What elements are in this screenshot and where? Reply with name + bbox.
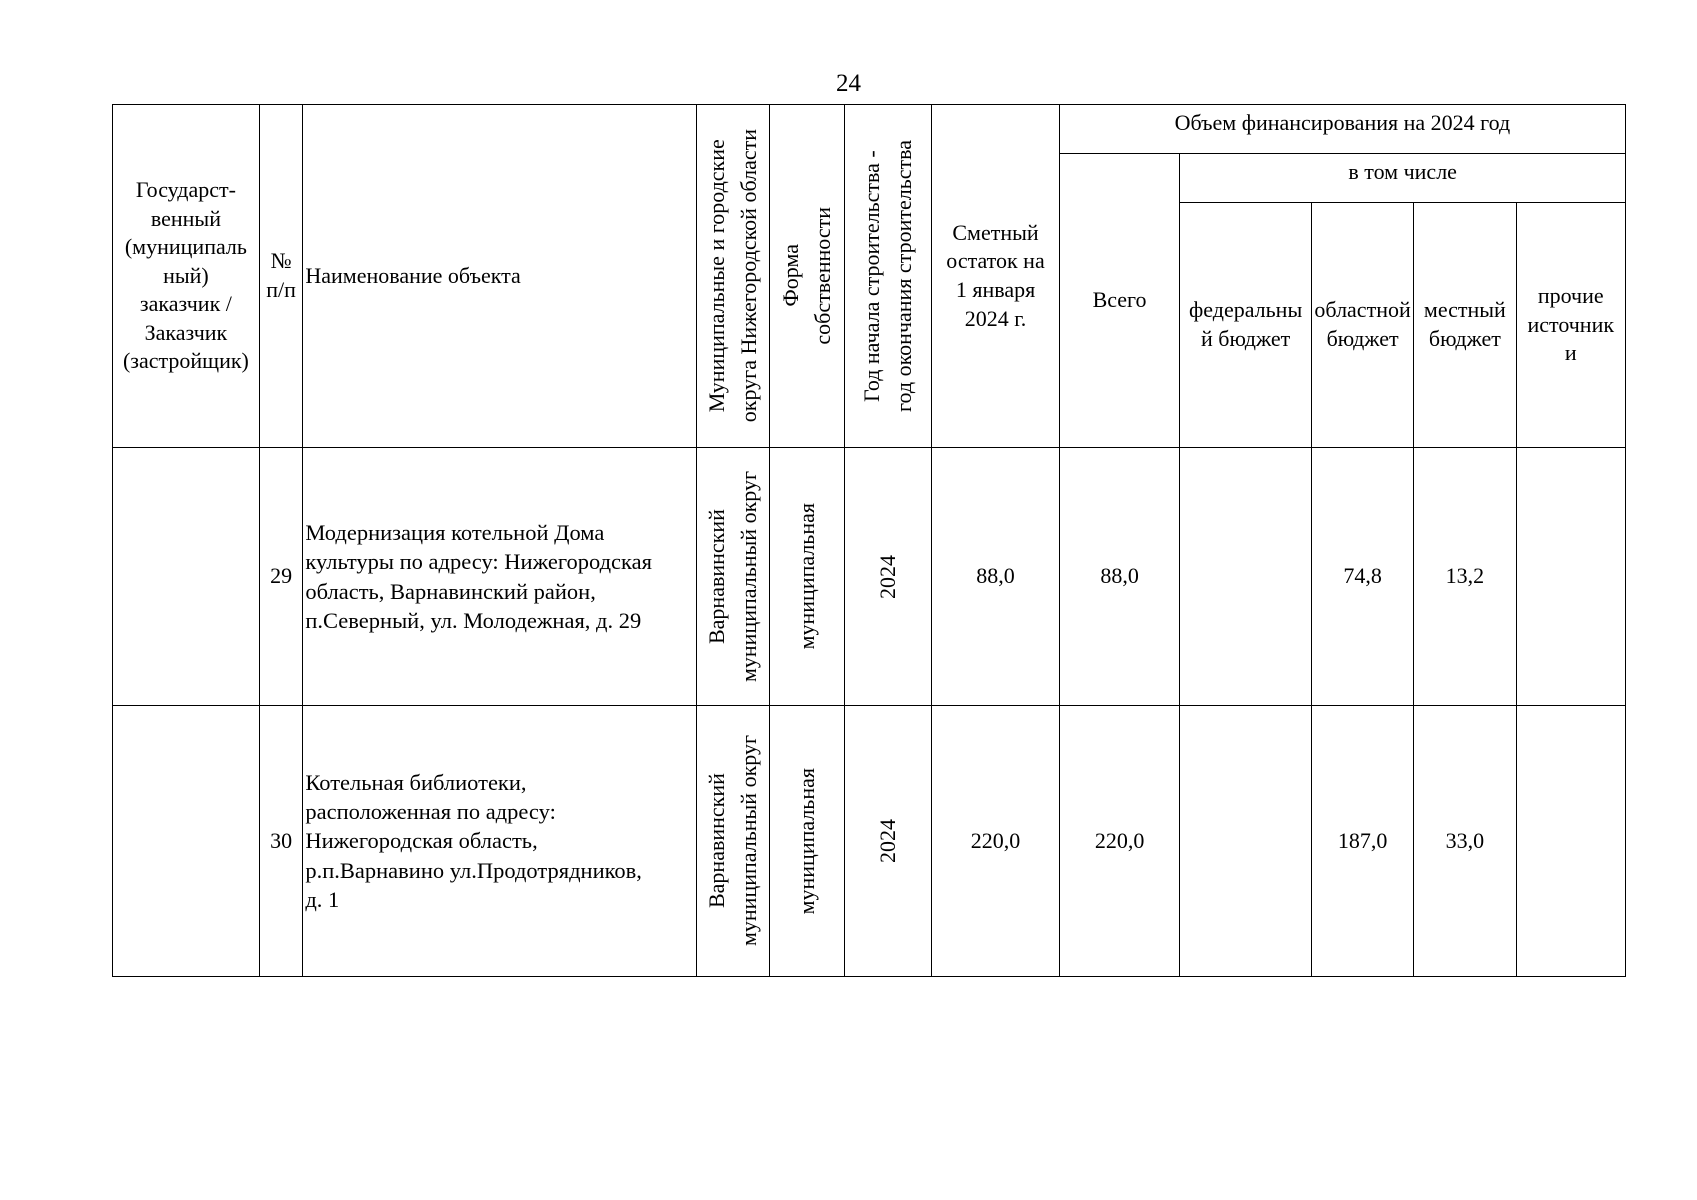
header-regional: областной бюджет xyxy=(1311,203,1413,448)
header-financing: Объем финансирования на 2024 год xyxy=(1059,105,1625,154)
header-years xyxy=(845,105,932,448)
row-district xyxy=(697,448,770,706)
header-object-name: Наименование объекта xyxy=(303,105,697,448)
row-estimate: 220,0 xyxy=(932,706,1060,977)
row-federal xyxy=(1180,706,1312,977)
header-ownership xyxy=(770,105,845,448)
header-customer: Государст- венный (муниципаль ный) заказчик / Заказчик (застройщик) xyxy=(113,105,260,448)
row-other xyxy=(1516,448,1625,706)
header-districts xyxy=(697,105,770,448)
row-ownership-text: муниципальная xyxy=(794,503,820,650)
header-total: Всего xyxy=(1059,154,1180,448)
row-year-text: 2024 xyxy=(875,819,901,863)
header-ownership-text: Форма собственности xyxy=(778,207,836,345)
row-number: 29 xyxy=(259,448,303,706)
header-number: № п/п xyxy=(259,105,303,448)
header-row-1 xyxy=(113,105,1626,154)
header-including: в том числе xyxy=(1180,154,1626,203)
row-customer xyxy=(113,448,260,706)
row-name xyxy=(303,448,697,706)
row-estimate: 88,0 xyxy=(932,448,1060,706)
row-customer xyxy=(113,706,260,977)
header-other: прочие источник и xyxy=(1516,203,1625,448)
row-regional: 187,0 xyxy=(1311,706,1413,977)
row-ownership-text: муниципальная xyxy=(794,767,820,915)
header-districts-text: Муниципальные и городские округа Нижегородской области xyxy=(704,129,762,423)
row-district-text: Варнавинский муниципальный округ xyxy=(704,735,762,947)
row-year xyxy=(845,706,932,977)
header-local: местный бюджет xyxy=(1414,203,1516,448)
page-number: 24 xyxy=(836,70,861,97)
financing-table xyxy=(112,104,1626,977)
row-year-text: 2024 xyxy=(875,554,901,599)
row-district xyxy=(697,706,770,977)
row-name xyxy=(303,706,697,977)
row-district-text: Варнавинский муниципальный округ xyxy=(704,470,762,682)
header-federal: федеральны й бюджет xyxy=(1180,203,1312,448)
row-local: 33,0 xyxy=(1414,706,1516,977)
row-ownership xyxy=(770,706,845,977)
row-local: 13,2 xyxy=(1414,448,1516,706)
row-regional: 74,8 xyxy=(1311,448,1413,706)
row-year xyxy=(845,448,932,706)
row-number: 30 xyxy=(259,706,303,977)
header-estimate: Сметный остаток на 1 января 2024 г. xyxy=(932,105,1060,448)
row-name-text: Котельная библиотеки, расположенная по адресу: Нижегородская область, р.п.Варнавино ул.Продотрядников, д. 1 xyxy=(305,769,642,912)
header-years-text: Год начала строительства - год окончания строительства xyxy=(859,140,917,412)
table-row xyxy=(113,706,1626,977)
row-name-text: Модернизация котельной Дома культуры по адресу: Нижегородская область, Варнавинский район, п.Северный, ул. Молодежная, д. 29 xyxy=(305,520,652,633)
row-other xyxy=(1516,706,1625,977)
row-federal xyxy=(1180,448,1312,706)
table-row xyxy=(113,448,1626,706)
row-ownership xyxy=(770,448,845,706)
row-total: 88,0 xyxy=(1059,448,1180,706)
row-total: 220,0 xyxy=(1059,706,1180,977)
